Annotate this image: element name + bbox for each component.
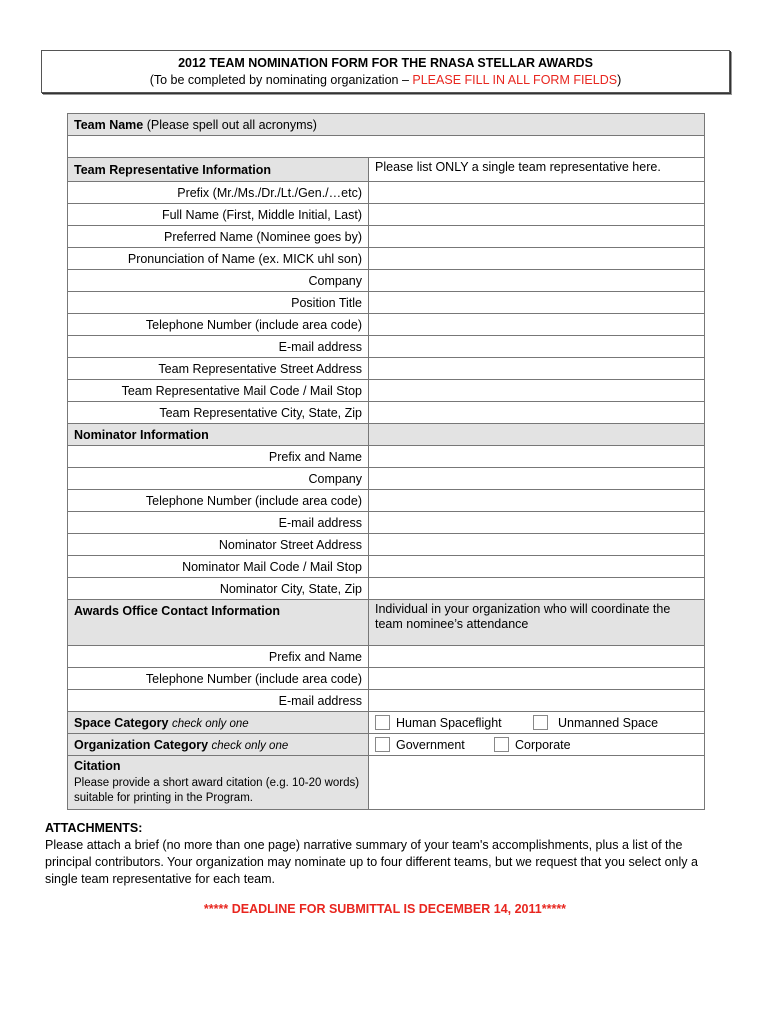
nominator-heading: Nominator Information xyxy=(68,424,369,446)
team-rep-company-input[interactable] xyxy=(369,270,705,292)
org-category-label-cell xyxy=(68,734,369,756)
human-spaceflight-checkbox[interactable] xyxy=(375,715,390,730)
awards-office-note: Individual in your organization who will coordinate the team nominee’s attendance xyxy=(369,600,705,646)
corporate-label: Corporate xyxy=(515,737,571,752)
corporate-checkbox[interactable] xyxy=(494,737,509,752)
unmanned-space-checkbox[interactable] xyxy=(533,715,548,730)
attachments-section xyxy=(45,820,725,888)
government-checkbox[interactable] xyxy=(375,737,390,752)
citation-hint: Please provide a short award citation (e.g. 10-20 words) suitable for printing in the Program. xyxy=(74,777,360,804)
form-subtitle xyxy=(42,73,729,87)
team-rep-field-label: Team Representative Street Address xyxy=(68,358,369,380)
nominator-street-input[interactable] xyxy=(369,534,705,556)
team-rep-mailcode-input[interactable] xyxy=(369,380,705,402)
awards-office-field-label: E-mail address xyxy=(68,690,369,712)
team-rep-email-input[interactable] xyxy=(369,336,705,358)
team-rep-field-label: Team Representative City, State, Zip xyxy=(68,402,369,424)
nominator-company-input[interactable] xyxy=(369,468,705,490)
nominator-email-input[interactable] xyxy=(369,512,705,534)
subtitle-suffix: ) xyxy=(617,73,622,87)
subtitle-prefix: (To be completed by nominating organization – xyxy=(149,73,413,87)
nominator-heading-blank xyxy=(369,424,705,446)
attachments-heading: ATTACHMENTS: xyxy=(45,821,143,835)
nominator-phone-input[interactable] xyxy=(369,490,705,512)
team-rep-field-label: Telephone Number (include area code) xyxy=(68,314,369,336)
nominator-field-label: E-mail address xyxy=(68,512,369,534)
nominator-name-input[interactable] xyxy=(369,446,705,468)
form-title-box xyxy=(41,50,730,93)
team-rep-prefix-input[interactable] xyxy=(369,182,705,204)
team-name-label: Team Name xyxy=(74,117,144,132)
human-spaceflight-label: Human Spaceflight xyxy=(396,715,502,730)
team-rep-field-label: Pronunciation of Name (ex. MICK uhl son) xyxy=(68,248,369,270)
attachments-body: Please attach a brief (no more than one page) narrative summary of your team's accomplishments, plus a list of the principal contributors. Your organization may nominate up to four different teams, but we request that you select only a single team representative for each team. xyxy=(45,838,698,886)
citation-label: Citation xyxy=(74,759,121,773)
team-rep-heading: Team Representative Information xyxy=(68,158,369,182)
awards-office-field-label: Prefix and Name xyxy=(68,646,369,668)
awards-office-name-input[interactable] xyxy=(369,646,705,668)
team-rep-field-label: Team Representative Mail Code / Mail Stop xyxy=(68,380,369,402)
team-name-label-cell xyxy=(68,114,705,136)
form-title: 2012 TEAM NOMINATION FORM FOR THE RNASA STELLAR AWARDS xyxy=(178,56,593,70)
team-rep-field-label: Full Name (First, Middle Initial, Last) xyxy=(68,204,369,226)
space-category-options xyxy=(369,712,705,734)
citation-input[interactable] xyxy=(369,756,705,810)
nominator-field-label: Nominator Street Address xyxy=(68,534,369,556)
team-rep-pronunciation-input[interactable] xyxy=(369,248,705,270)
org-category-options xyxy=(369,734,705,756)
nominator-mailcode-input[interactable] xyxy=(369,556,705,578)
nominator-field-label: Nominator Mail Code / Mail Stop xyxy=(68,556,369,578)
team-rep-city-input[interactable] xyxy=(369,402,705,424)
nominator-field-label: Telephone Number (include area code) xyxy=(68,490,369,512)
deadline-notice: ***** DEADLINE FOR SUBMITTAL IS DECEMBER 14, 2011***** xyxy=(203,902,567,916)
awards-office-email-input[interactable] xyxy=(369,690,705,712)
awards-office-field-label: Telephone Number (include area code) xyxy=(68,668,369,690)
space-category-hint: check only one xyxy=(171,717,249,730)
government-label: Government xyxy=(396,737,465,752)
org-category-label: Organization Category xyxy=(74,737,209,752)
team-rep-position-input[interactable] xyxy=(369,292,705,314)
space-category-label-cell xyxy=(68,712,369,734)
nominator-city-input[interactable] xyxy=(369,578,705,600)
team-rep-field-label: Company xyxy=(68,270,369,292)
team-rep-field-label: Preferred Name (Nominee goes by) xyxy=(68,226,369,248)
unmanned-space-label: Unmanned Space xyxy=(558,715,659,730)
team-rep-full-name-input[interactable] xyxy=(369,204,705,226)
team-rep-field-label: Prefix (Mr./Ms./Dr./Lt./Gen./…etc) xyxy=(68,182,369,204)
space-category-label: Space Category xyxy=(74,715,169,730)
org-category-hint: check only one xyxy=(211,739,289,752)
awards-office-phone-input[interactable] xyxy=(369,668,705,690)
team-rep-note: Please list ONLY a single team representative here. xyxy=(369,158,705,182)
subtitle-warning: PLEASE FILL IN ALL FORM FIELDS xyxy=(412,73,618,87)
nominator-field-label: Prefix and Name xyxy=(68,446,369,468)
citation-label-cell xyxy=(68,756,369,810)
team-rep-street-input[interactable] xyxy=(369,358,705,380)
team-rep-field-label: E-mail address xyxy=(68,336,369,358)
team-rep-phone-input[interactable] xyxy=(369,314,705,336)
nominator-field-label: Nominator City, State, Zip xyxy=(68,578,369,600)
team-rep-preferred-name-input[interactable] xyxy=(369,226,705,248)
nomination-form-table xyxy=(67,113,705,810)
team-name-hint: (Please spell out all acronyms) xyxy=(143,117,317,132)
team-rep-field-label: Position Title xyxy=(68,292,369,314)
nominator-field-label: Company xyxy=(68,468,369,490)
team-name-input[interactable] xyxy=(68,136,705,158)
awards-office-heading: Awards Office Contact Information xyxy=(68,600,369,646)
